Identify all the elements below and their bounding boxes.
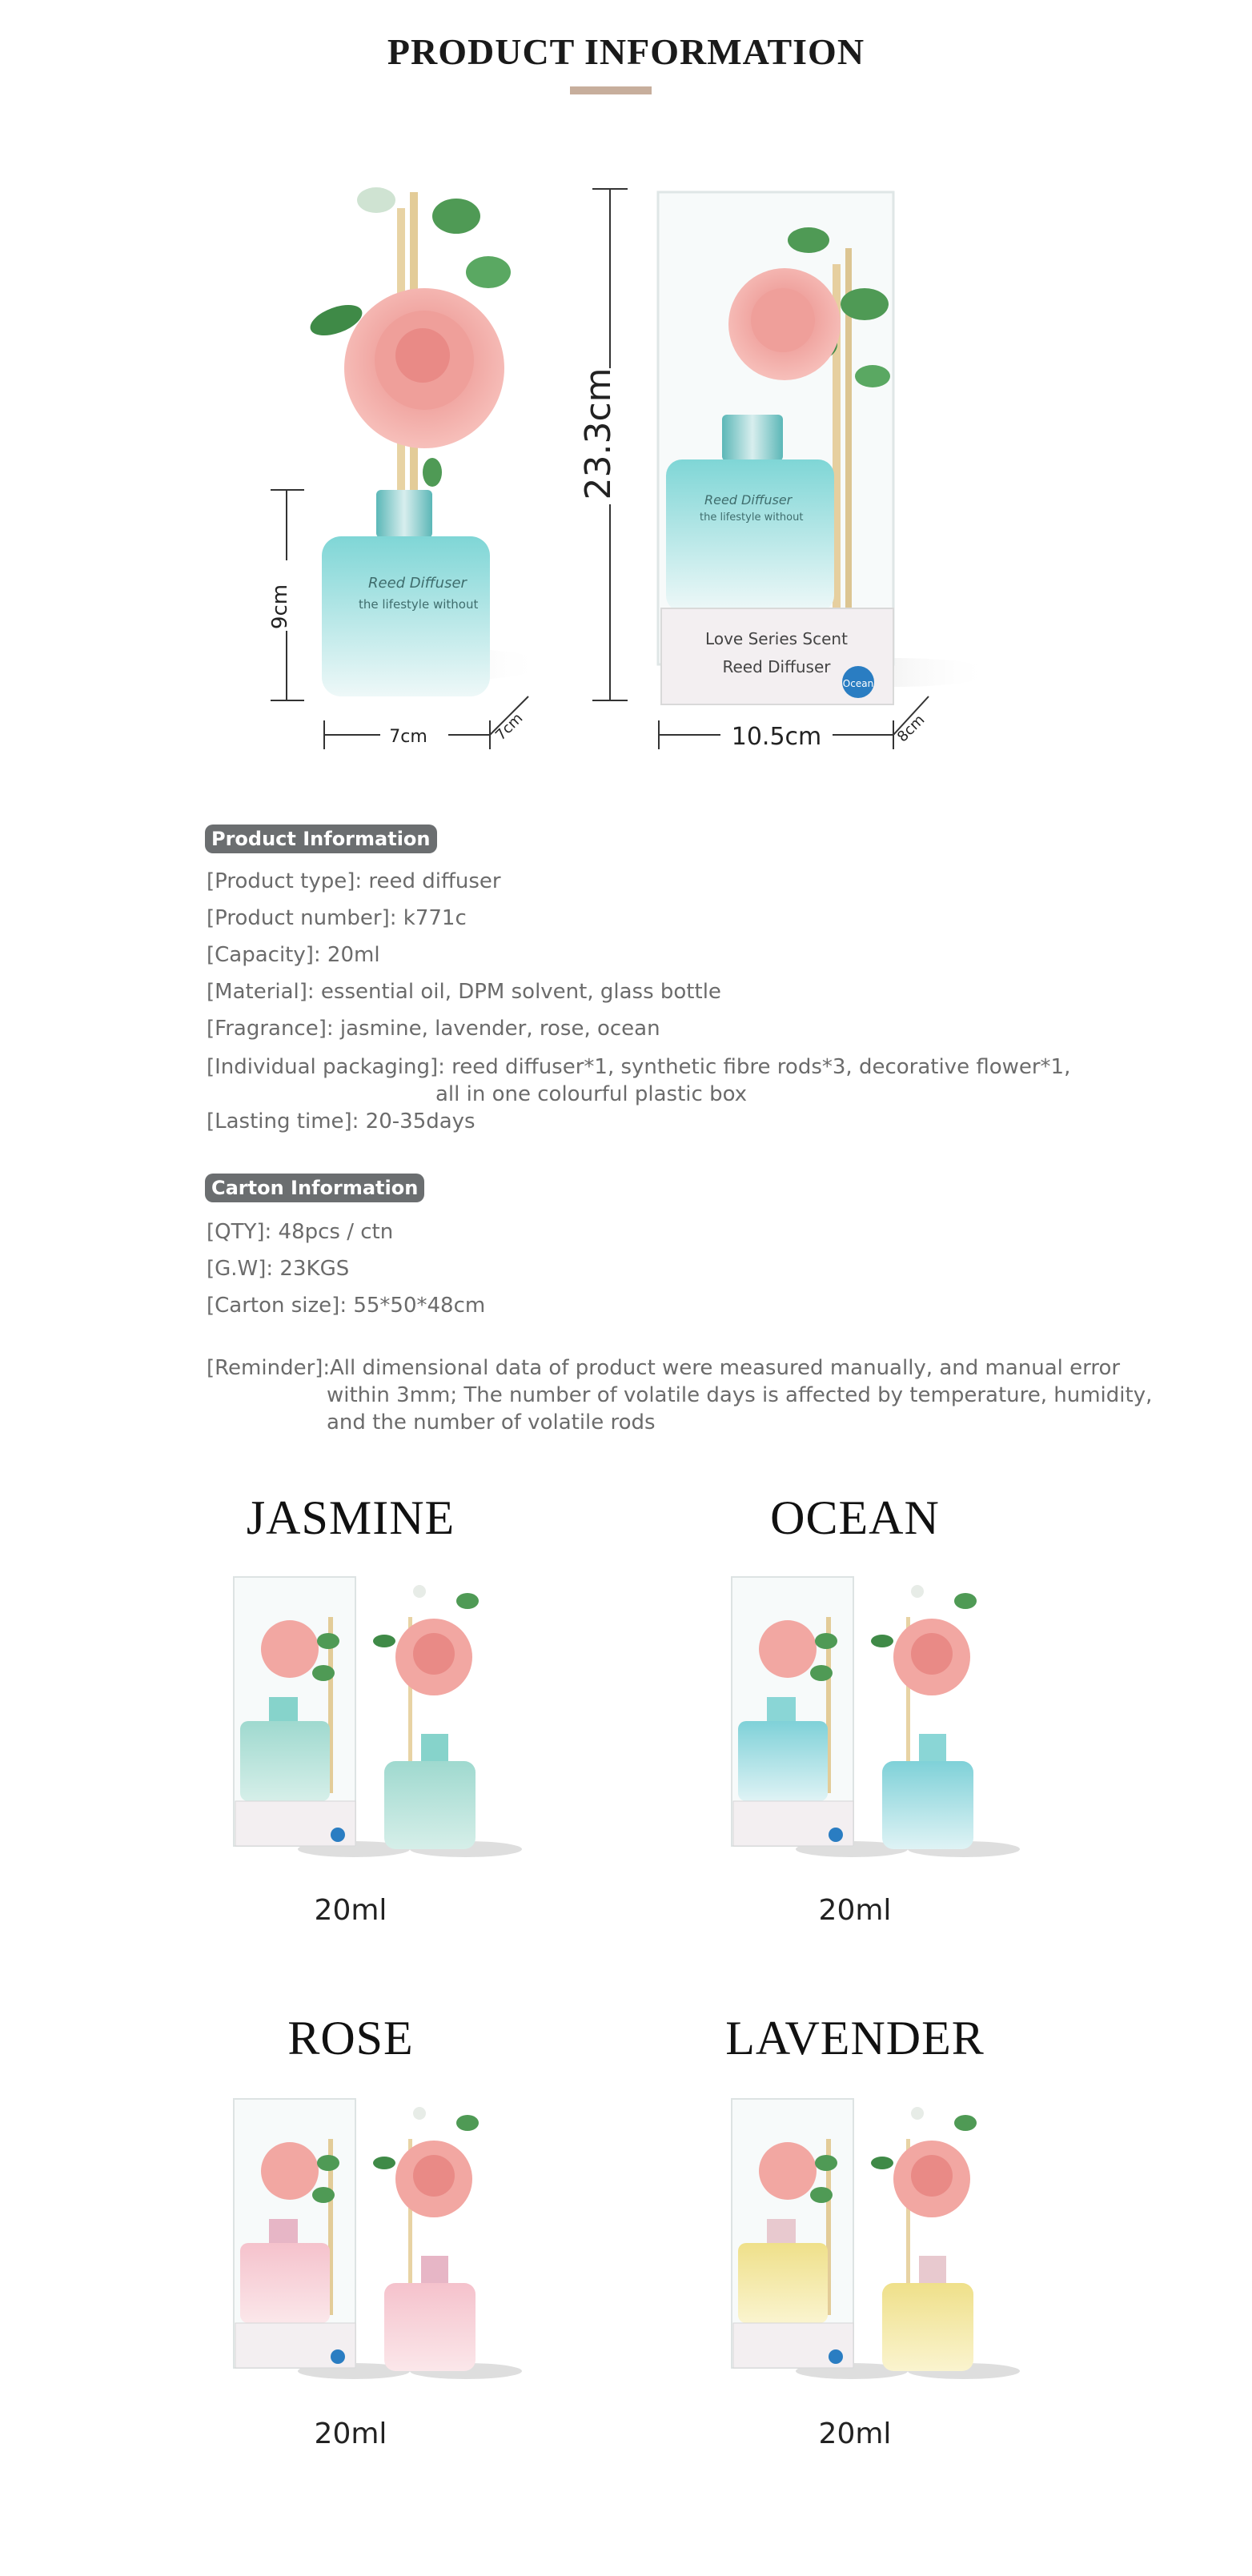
variant-capacity-ocean: 20ml <box>818 1894 892 1927</box>
variant-name-ocean: OCEAN <box>770 1491 940 1544</box>
info-line-material: [Material]: essential oil, DPM solvent, glass bottle <box>207 980 721 1004</box>
carton-line-size: [Carton size]: 55*50*48cm <box>207 1294 486 1318</box>
carton-line-gw: [G.W]: 23KGS <box>207 1257 350 1281</box>
variant-ocean-image <box>732 1577 1020 1857</box>
info-line-packaging-cont: all in one colourful plastic box <box>435 1082 748 1106</box>
bottle-with-flower <box>307 187 544 696</box>
product-info-badge: Product Information <box>205 825 437 853</box>
bottle-tagline-text: the lifestyle without <box>359 597 479 612</box>
svg-text:Reed Diffuser: Reed Diffuser <box>704 492 793 508</box>
page-title: PRODUCT INFORMATION <box>387 31 865 72</box>
variant-capacity-jasmine: 20ml <box>314 1894 387 1927</box>
title-underline <box>570 86 652 94</box>
variant-name-rose: ROSE <box>287 2012 414 2064</box>
variant-name-jasmine: JASMINE <box>246 1491 455 1544</box>
variant-rose-image <box>234 2099 522 2379</box>
variant-lavender-image <box>732 2099 1020 2379</box>
box-badge-text: Ocean <box>842 678 874 689</box>
bottle-height-label: 9cm <box>268 584 292 630</box>
info-line-product-type: [Product type]: reed diffuser <box>207 869 501 893</box>
variant-capacity-rose: 20ml <box>314 2418 387 2450</box>
bottle-depth-label: 7cm <box>492 709 527 744</box>
svg-text:the lifestyle without: the lifestyle without <box>700 512 804 524</box>
box-line1-text: Love Series Scent <box>705 629 848 648</box>
reminder-label: [Reminder]: <box>207 1356 331 1380</box>
info-line-fragrance: [Fragrance]: jasmine, lavender, rose, ocean <box>207 1017 660 1041</box>
hero-product-illustration <box>0 160 1252 768</box>
variants-illustration <box>0 1569 1252 2418</box>
info-line-packaging: [Individual packaging]: reed diffuser*1, synthetic fibre rods*3, decorative flower*1, <box>207 1055 1071 1079</box>
reminder-line-3: and the number of volatile rods <box>327 1410 656 1434</box>
box-line2-text: Reed Diffuser <box>722 657 831 676</box>
box-width-label: 10.5cm <box>731 723 822 751</box>
bottle-width-label: 7cm <box>389 727 427 747</box>
reminder-line-1: All dimensional data of product were measured manually, and manual error <box>330 1356 1121 1380</box>
carton-info-badge: Carton Information <box>205 1174 424 1202</box>
bottle-brand-text: Reed Diffuser <box>368 575 467 592</box>
box-depth-label: 8cm <box>893 711 929 746</box>
variant-capacity-lavender: 20ml <box>818 2418 892 2450</box>
box-height-label: 23.3cm <box>578 367 619 500</box>
carton-line-qty: [QTY]: 48pcs / ctn <box>207 1220 394 1244</box>
boxed-product <box>658 192 993 704</box>
info-line-lasting-time: [Lasting time]: 20-35days <box>207 1109 476 1134</box>
info-line-capacity: [Capacity]: 20ml <box>207 943 380 967</box>
variant-name-lavender: LAVENDER <box>725 2012 985 2064</box>
variant-jasmine-image <box>234 1577 522 1857</box>
info-line-product-number: [Product number]: k771c <box>207 906 467 930</box>
reminder-line-2: within 3mm; The number of volatile days is affected by temperature, humidity, <box>327 1383 1153 1407</box>
